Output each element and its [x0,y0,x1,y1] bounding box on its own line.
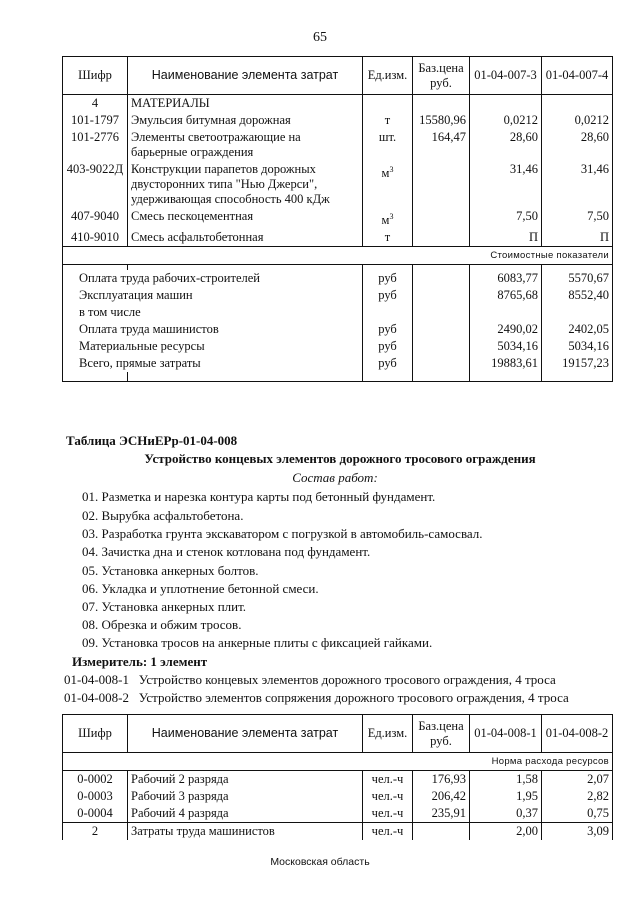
cost-row [63,287,613,304]
header-unit: Ед.изм. [363,57,413,95]
row-code: 410-9010 [63,229,128,247]
section-code: 4 [63,95,128,113]
cost-v1: 5034,16 [470,338,542,355]
table-row [63,129,613,161]
cost-v2: 5034,16 [542,338,613,355]
row-v2: 0,0212 [542,112,613,129]
row-code: 0-0003 [63,788,128,805]
table-row [63,229,613,247]
item-line [64,690,569,706]
row-v2: 31,46 [542,161,613,208]
work-item: 06. Укладка и уплотнение бетонной смеси. [82,581,319,596]
cost-v1 [470,304,542,321]
page-number: 65 [313,30,327,45]
table-row [63,788,613,805]
header-col2: 01-04-008-2 [542,715,613,753]
work-item: 01. Разметка и нарезка контура карты под бетонный фундамент. [82,489,436,504]
cost-v2: 5570,67 [542,270,613,287]
work-item: 02. Вырубка асфальтобетона. [82,508,244,523]
row-unit: $м^3$ [363,161,413,208]
header-col1: 01-04-008-1 [470,715,542,753]
row-v2: 2,82 [542,788,613,805]
row-v1: 0,37 [470,805,542,823]
cost-v1: 19883,61 [470,355,542,372]
header-col1: 01-04-007-3 [470,57,542,95]
cost-unit: руб [363,338,413,355]
item-text: Устройство концевых элементов дорожного тросового ограждения, 4 троса [138,672,556,687]
row-v2: 0,75 [542,805,613,823]
table-row [63,112,613,129]
row-v2: 2,07 [542,771,613,789]
row-code: 403-9022Д [63,161,128,208]
row-name: Затраты труда машинистов [128,823,363,841]
table-row [63,161,613,208]
row-name: Рабочий 2 разряда [128,771,363,789]
row-v1: 2,00 [470,823,542,841]
cost-name: в том числе [63,304,363,321]
cost-row [63,355,613,372]
cost-unit: руб [363,355,413,372]
cost-row [63,304,613,321]
cost-unit: руб [363,287,413,304]
cost-name: Всего, прямые затраты [63,355,363,372]
work-item: 03. Разработка грунта экскаватором с погрузкой в автомобиль-самосвал. [82,526,483,541]
row-v2: 7,50 [542,208,613,229]
header-price: Баз.цена руб. [413,57,470,95]
row-price [413,823,470,841]
row-code: 2 [63,823,128,841]
item-code: 01-04-008-2 [64,690,129,705]
row-code: 0-0002 [63,771,128,789]
row-code: 0-0004 [63,805,128,823]
header-col2: 01-04-007-4 [542,57,613,95]
norm-subheader: Норма расхода ресурсов [63,753,613,771]
cost-v2 [542,304,613,321]
row-unit: чел.-ч [363,823,413,841]
cost-row [63,321,613,338]
row-code: 101-2776 [63,129,128,161]
row-name: Смесь пескоцементная [128,208,363,229]
row-v1: 31,46 [470,161,542,208]
cost-unit [363,304,413,321]
section-row [63,95,613,113]
row-name: Эмульсия битумная дорожная [128,112,363,129]
row-unit: $м^3$ [363,208,413,229]
header-name: Наименование элемента затрат [128,57,363,95]
row-v1: 28,60 [470,129,542,161]
row-name: Смесь асфальтобетонная [128,229,363,247]
cost-name: Оплата труда рабочих-строителей [63,270,363,287]
page-footer: Московская область [270,856,370,868]
work-item: 07. Установка анкерных плит. [82,599,247,614]
row-code: 407-9040 [63,208,128,229]
row-v1: 7,50 [470,208,542,229]
row-unit: чел.-ч [363,805,413,823]
work-item: 05. Установка анкерных болтов. [82,563,259,578]
cost-unit: руб [363,321,413,338]
row-unit: чел.-ч [363,788,413,805]
table-row [63,805,613,823]
row-unit: чел.-ч [363,771,413,789]
cost-v2: 2402,05 [542,321,613,338]
table1-header-row [63,57,613,95]
row-price: 15580,96 [413,112,470,129]
row-name: Конструкции парапетов дорожных двусторонних типа "Нью Джерси", удерживающая способность 400 кДж [128,161,363,208]
cost-name: Оплата труда машинистов [63,321,363,338]
row-unit: т [363,229,413,247]
row-name: Рабочий 3 разряда [128,788,363,805]
table-row [63,208,613,229]
row-v2: 3,09 [542,823,613,841]
row-v1: П [470,229,542,247]
cost-v1: 8765,68 [470,287,542,304]
header-price: Баз.цена руб. [413,715,470,753]
table-row [63,823,613,841]
row-v1: 0,0212 [470,112,542,129]
header-code: Шифр [63,57,128,95]
header-name: Наименование элемента затрат [128,715,363,753]
work-item: 04. Зачистка дна и стенок котлована под фундамент. [82,544,371,559]
table-title: Устройство концевых элементов дорожного тросового ограждения [144,451,536,466]
cost-subheader: Стоимостные показатели [63,247,613,265]
row-v1: 1,58 [470,771,542,789]
row-price: 176,93 [413,771,470,789]
table-caption: Таблица ЭСНиЕРр-01-04-008 [66,433,238,448]
row-price [413,161,470,208]
row-code: 101-1797 [63,112,128,129]
row-price: 206,42 [413,788,470,805]
resources-table-1 [62,56,613,382]
resources-table-2 [62,714,613,840]
row-price: 164,47 [413,129,470,161]
section-title: МАТЕРИАЛЫ [128,95,363,113]
cost-unit: руб [363,270,413,287]
cost-row [63,338,613,355]
cost-v2: 8552,40 [542,287,613,304]
cost-name: Материальные ресурсы [63,338,363,355]
item-text: Устройство элементов сопряжения дорожного тросового ограждения, 4 троса [138,690,569,705]
row-unit: т [363,112,413,129]
row-name: Рабочий 4 разряда [128,805,363,823]
row-v2: П [542,229,613,247]
row-unit: шт. [363,129,413,161]
table-row [63,771,613,789]
row-price [413,229,470,247]
header-unit: Ед.изм. [363,715,413,753]
cost-name: Эксплуатация машин [63,287,363,304]
work-item: 08. Обрезка и обжим тросов. [82,617,242,632]
row-price [413,208,470,229]
cost-v1: 2490,02 [470,321,542,338]
table2-header-row [63,715,613,753]
header-code: Шифр [63,715,128,753]
measure: Измеритель: 1 элемент [72,654,208,669]
work-item: 09. Установка тросов на анкерные плиты с фиксацией гайками. [82,635,433,650]
row-name: Элементы светоотражающие на барьерные ограждения [128,129,363,161]
cost-v2: 19157,23 [542,355,613,372]
cost-subheader-row [63,247,613,265]
item-line [64,672,556,688]
row-v1: 1,95 [470,788,542,805]
item-code: 01-04-008-1 [64,672,129,687]
row-v2: 28,60 [542,129,613,161]
row-price: 235,91 [413,805,470,823]
cost-v1: 6083,77 [470,270,542,287]
cost-row [63,270,613,287]
works-title: Состав работ: [292,470,378,485]
norm-subheader-row [63,753,613,771]
